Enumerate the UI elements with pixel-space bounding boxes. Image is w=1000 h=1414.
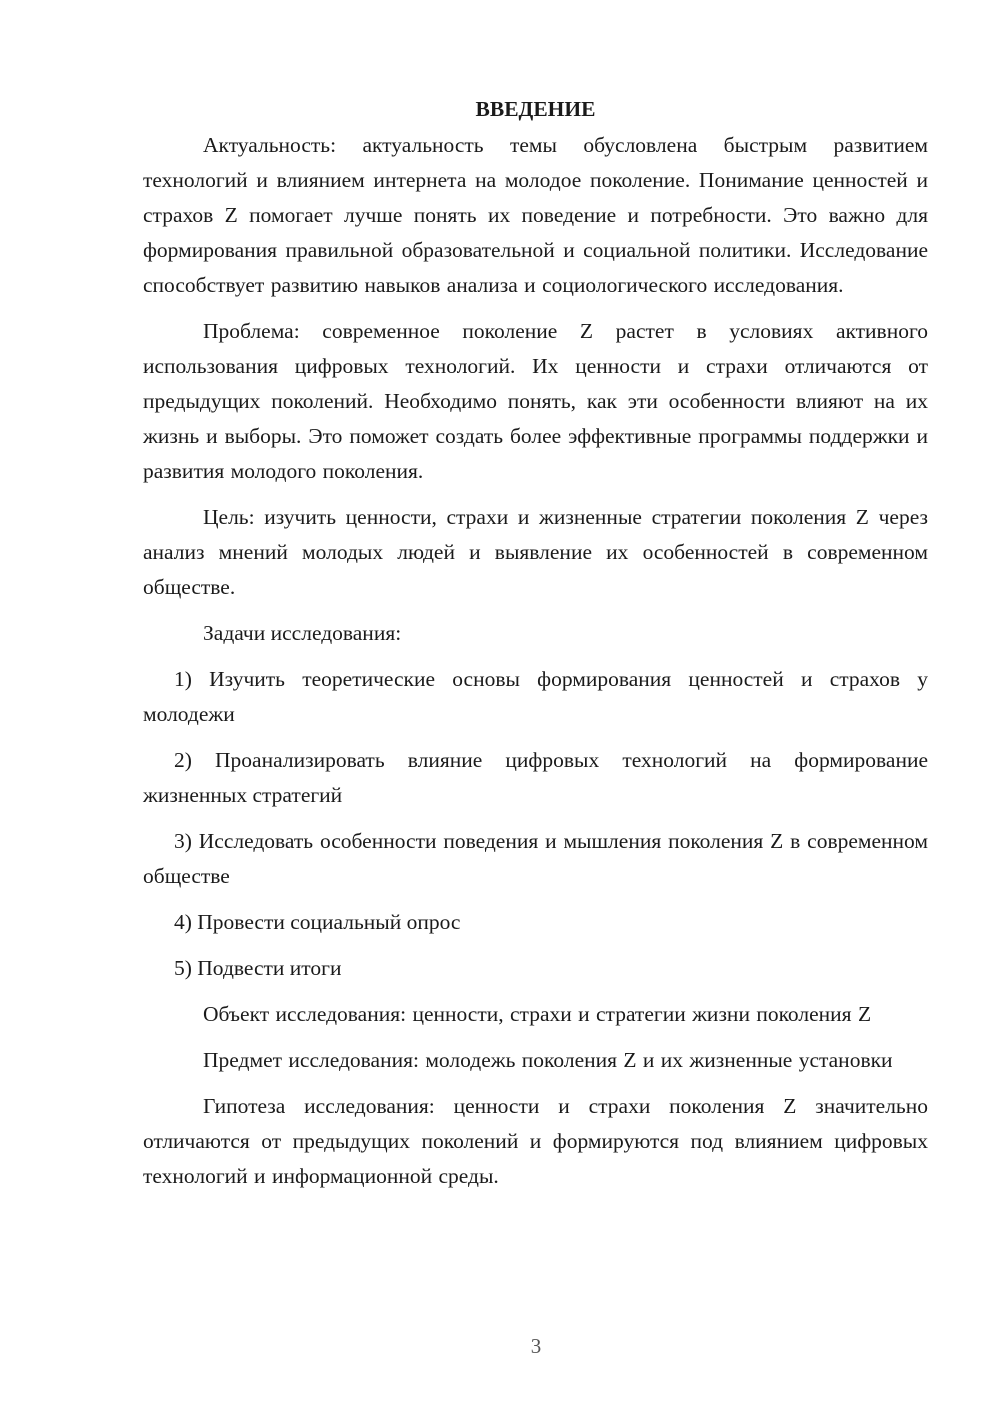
page-number: 3 (530, 1334, 542, 1358)
task-item-2: 2) Проанализировать влияние цифровых технологий на формирование жизненных стратегий (143, 748, 928, 807)
tasks-heading: Задачи исследования: (203, 621, 402, 645)
paragraph-goal: Цель: изучить ценности, страхи и жизненные стратегии поколения Z через анализ мнений молодых людей и выявление их особенностей в современном обществе. (143, 505, 928, 599)
task-item-4: 4) Провести социальный опрос (174, 910, 461, 934)
section-title: ВВЕДЕНИЕ (475, 97, 596, 121)
paragraph-hypothesis: Гипотеза исследования: ценности и страхи поколения Z значительно отличаются от предыдущих поколений и формируются под влиянием цифровых технологий и информационной среды. (143, 1094, 928, 1188)
task-item-3: 3) Исследовать особенности поведения и мышления поколения Z в современном обществе (143, 829, 928, 888)
paragraph-object: Объект исследования: ценности, страхи и стратегии жизни поколения Z (203, 1002, 872, 1026)
document-page (143, 92, 928, 1205)
paragraph-problem: Проблема: современное поколение Z растет в условиях активного использования цифровых технологий. Их ценности и страхи отличаются от предыдущих поколений. Необходимо понять, как эти особенности влияют на их жизнь и выборы. Это поможет создать более эффективные программы поддержки и развития молодого поколения. (143, 319, 928, 483)
paragraph-relevance: Актуальность: актуальность темы обусловлена быстрым развитием технологий и влиянием интернета на молодое поколение. Понимание ценностей и страхов Z помогает лучше понять их поведение и потребности. Это важно для формирования правильной образовательной и социальной политики. Исследование способствует развитию навыков анализа и социологического исследования. (143, 133, 928, 297)
paragraph-subject: Предмет исследования: молодежь поколения Z и их жизненные установки (203, 1048, 893, 1072)
task-item-1: 1) Изучить теоретические основы формирования ценностей и страхов у молодежи (143, 667, 928, 726)
task-item-5: 5) Подвести итоги (174, 956, 342, 980)
